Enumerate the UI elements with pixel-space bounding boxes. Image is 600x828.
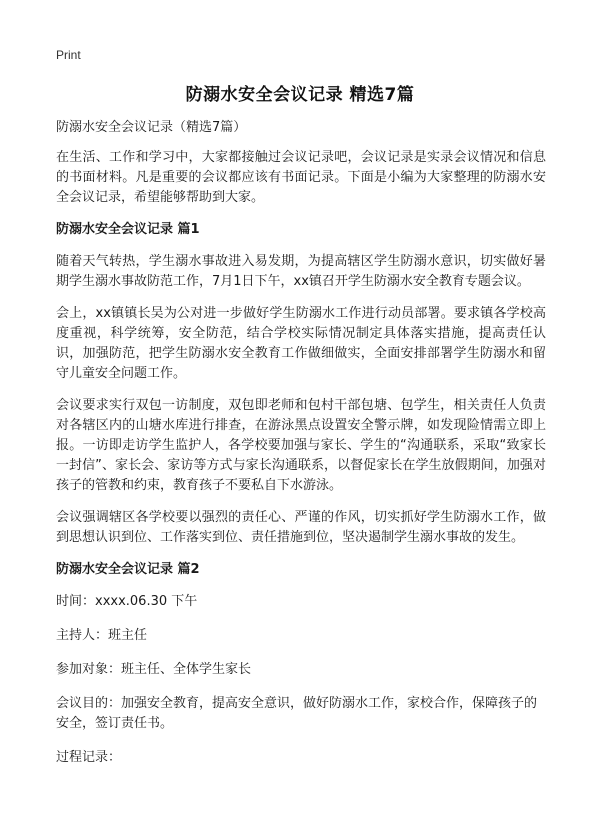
section1-paragraph: 随着天气转热，学生溺水事故进入易发期，为提高辖区学生防溺水意识，切实做好暑期学生溺水事故防范工作，7月1日下午，xx镇召开学生防溺水安全教育专题会议。	[56, 254, 546, 289]
section1-paragraph: 会上，xx镇镇长吴为公对进一步做好学生防溺水工作进行动员部署。要求镇各学校高度重视，科学统筹，安全防范，结合学校实际情况制定具体落实措施，提高责任认识，加强防范，把学生防溺水安全教育工作做细做实，全面安排部署学生防溺水和留守儿童安全问题工作。	[56, 306, 546, 381]
meeting-purpose: 会议目的：加强安全教育，提高安全意识，做好防溺水工作，家校合作，保障孩子的安全，签订责任书。	[56, 696, 538, 731]
meeting-time: 时间：xxxx.06.30 下午	[56, 594, 198, 609]
section1-paragraph: 会议强调辖区各学校要以强烈的责任心、严谨的作风，切实抓好学生防溺水工作，做到思想认识到位、工作落实到位、责任措施到位，坚决遏制学生溺水事故的发生。	[56, 510, 546, 545]
meeting-host: 主持人：班主任	[56, 628, 148, 643]
print-label[interactable]: Print	[56, 48, 81, 62]
section-heading-2: 防溺水安全会议记录 篇2	[56, 562, 200, 577]
section1-paragraph: 会议要求实行双包一访制度，双包即老师和包村干部包塘、包学生，相关责任人负责对各辖区内的山塘水库进行排查，在游泳黑点设置安全警示牌，如发现险情需立即上报。一访即走访学生监护人，各学校要加强与家长、学生的“沟通联系，采取“致家长一封信”、家长会、家访等方式与家长沟通联系，以督促家长在学生放假期间，加强对孩子的管教和约束，教育孩子不要私自下水游泳。	[56, 398, 546, 493]
section-heading-1: 防溺水安全会议记录 篇1	[56, 222, 200, 237]
meeting-process: 过程记录：	[56, 750, 122, 765]
intro-paragraph: 在生活、工作和学习中，大家都接触过会议记录吧，会议记录是实录会议情况和信息的书面材料。凡是重要的会议都应该有书面记录。下面是小编为大家整理的防溺水安全会议记录，希望能够帮助到大家。	[56, 150, 546, 205]
meeting-participants: 参加对象：班主任、全体学生家长	[56, 662, 252, 677]
document-subtitle: 防溺水安全会议记录（精选7篇）	[56, 120, 247, 135]
document-body	[56, 118, 546, 782]
page-title: 防溺水安全会议记录 精选7篇	[185, 85, 415, 105]
